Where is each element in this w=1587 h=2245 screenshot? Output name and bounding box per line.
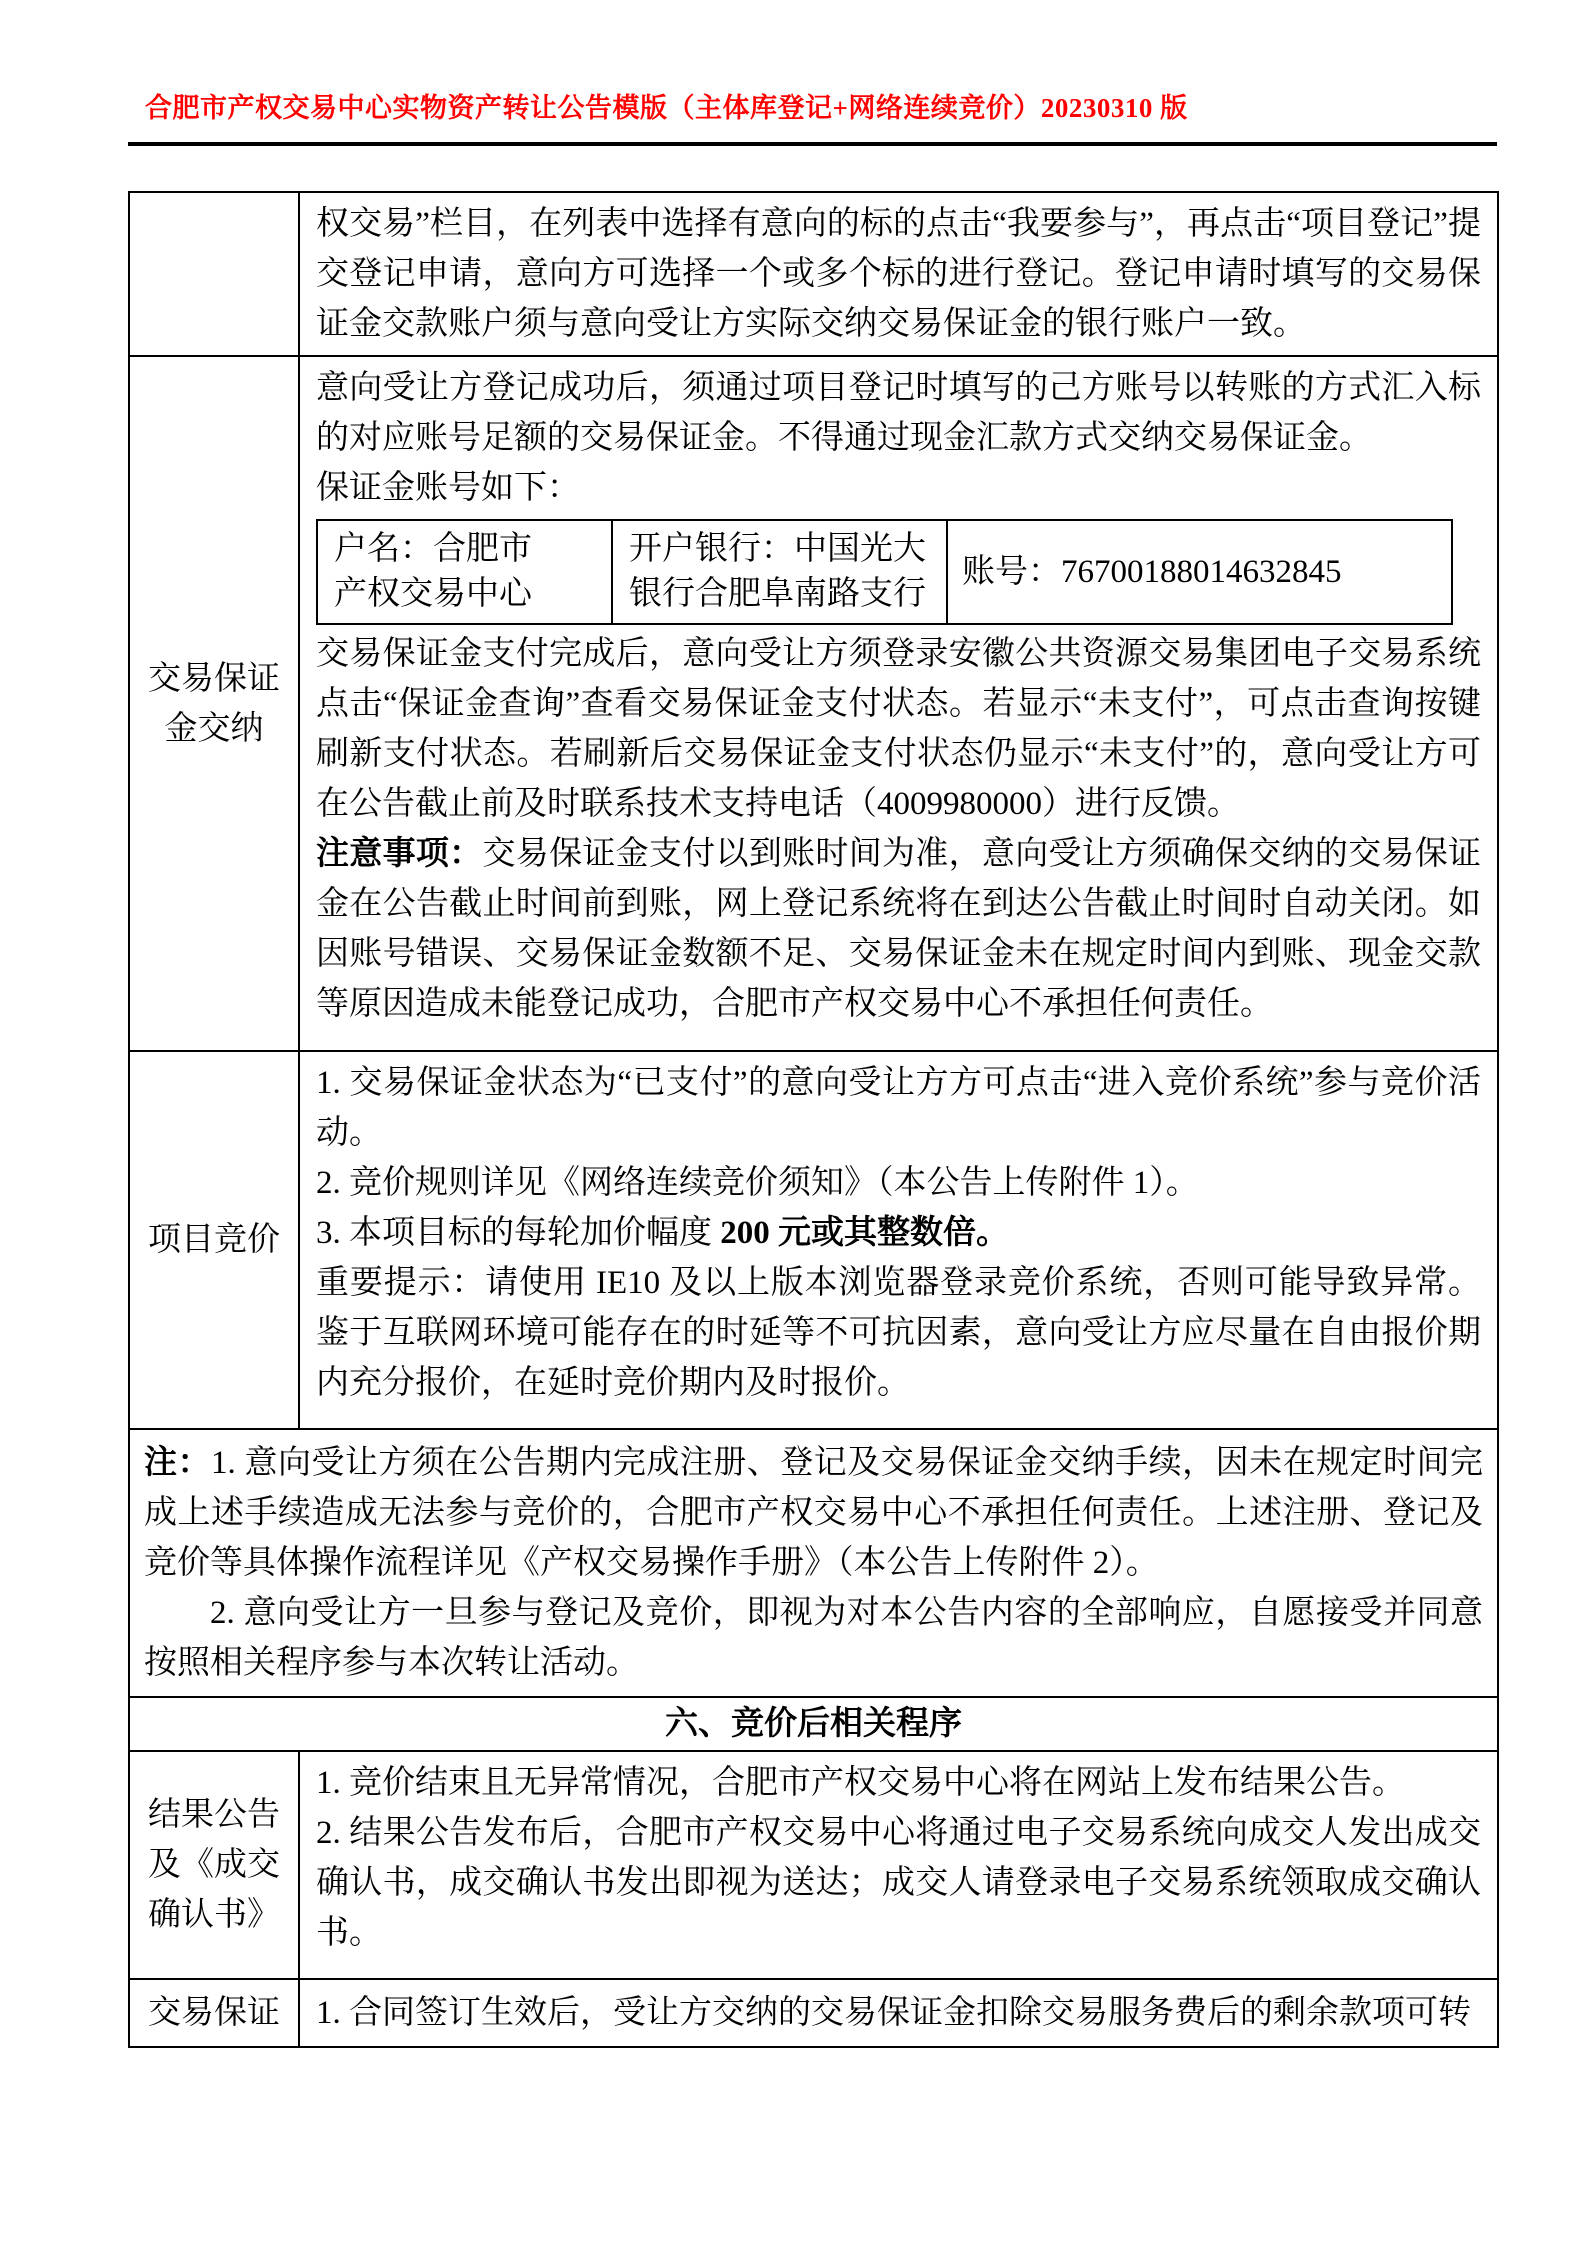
bidding-content-cell: [299, 1051, 1498, 1429]
header-rule: [128, 142, 1497, 146]
section-header-row: [129, 1697, 1498, 1751]
bidding-item-1: 1. 交易保证金状态为“已支付”的意向受让方方可点击“进入竞价系统”参与竞价活动。: [316, 1065, 1481, 1151]
continuation-content-cell: [299, 192, 1498, 356]
result-paragraph-2: 2. 结果公告发布后，合肥市产权交易中心将通过电子交易系统向成交人发出成交确认书，成交确认书发出即视为送达；成交人请登录电子交易系统领取成交确认书。: [316, 1815, 1481, 1951]
account-name-cell: 户名：合肥市产权交易中心: [317, 520, 612, 624]
note-cell: [129, 1429, 1498, 1697]
account-table-row: [317, 520, 1452, 624]
deposit-notice-text: 交易保证金支付以到账时间为准，意向受让方须确保交纳的交易保证金在公告截止时间前到账，网上登记系统将在到达公告截止时间时自动关闭。如因账号错误、交易保证金数额不足、交易保证金未在规定时间内到账、现金交款等原因造成未能登记成功，合肥市产权交易中心不承担任何责任。: [316, 836, 1482, 1022]
last-row-label: 交易保证: [129, 1979, 299, 2047]
deposit-paragraph-3: 交易保证金支付完成后，意向受让方须登录安徽公共资源交易集团电子交易系统点击“保证金查询”查看交易保证金支付状态。若显示“未支付”，可点击查询按键刷新支付状态。若刷新后交易保证金支付状态仍显示“未支付”的，意向受让方可在公告截止前及时联系技术支持电话（4009980000）进行反馈。: [316, 636, 1481, 822]
result-content-cell: [299, 1751, 1498, 1979]
continuation-label-cell: [129, 192, 299, 356]
bidding-item-3-prefix: 3. 本项目标的每轮加价幅度: [316, 1215, 721, 1251]
last-row: [129, 1979, 1498, 2047]
deposit-row: [129, 356, 1498, 1051]
last-paragraph-1: 1. 合同签订生效后，受让方交纳的交易保证金扣除交易服务费后的剩余款项可转: [316, 1995, 1471, 2031]
deposit-row-label: 交易保证金交纳: [129, 356, 299, 1051]
note-paragraph-1: [144, 1438, 1483, 1588]
result-row-label: 结果公告及《成交确认书》: [129, 1751, 299, 1979]
bidding-item-2: 2. 竞价规则详见《网络连续竞价须知》（本公告上传附件 1）。: [316, 1165, 1199, 1201]
deposit-notice-label: 注意事项：: [316, 836, 483, 872]
result-paragraph-1: 1. 竞价结束且无异常情况，合肥市产权交易中心将在网站上发布结果公告。: [316, 1765, 1405, 1801]
last-content-cell: [299, 1979, 1498, 2047]
note-row: [129, 1429, 1498, 1697]
deposit-account-table: [316, 519, 1453, 625]
bidding-item-3-bold: 200 元或其整数倍。: [720, 1215, 1009, 1251]
bidding-row: [129, 1051, 1498, 1429]
note-label: 注：: [144, 1445, 211, 1481]
continuation-row: [129, 192, 1498, 356]
deposit-paragraph-2: 保证金账号如下：: [316, 470, 580, 506]
account-number-cell: 账号：76700188014632845: [947, 520, 1452, 624]
bidding-item-3: [316, 1208, 1481, 1258]
bidding-item-4: 重要提示：请使用 IE10 及以上版本浏览器登录竞价系统，否则可能导致异常。鉴于互联网环境可能存在的时延等不可抗因素，意向受让方应尽量在自由报价期内充分报价，在延时竞价期内及时报价。: [316, 1265, 1481, 1401]
note-paragraph-2: 2. 意向受让方一旦参与登记及竞价，即视为对本公告内容的全部响应，自愿接受并同意按照相关程序参与本次转让活动。: [144, 1595, 1483, 1681]
section-title: 六、竞价后相关程序: [129, 1697, 1498, 1751]
continuation-text: 权交易”栏目，在列表中选择有意向的标的点击“我要参与”，再点击“项目登记”提交登记申请，意向方可选择一个或多个标的进行登记。登记申请时填写的交易保证金交款账户须与意向受让方实际交纳交易保证金的银行账户一致。: [316, 206, 1481, 342]
result-row: [129, 1751, 1498, 1979]
bank-cell: 开户银行：中国光大银行合肥阜南路支行: [612, 520, 947, 624]
note-text-1: 1. 意向受让方须在公告期内完成注册、登记及交易保证金交纳手续，因未在规定时间完成上述手续造成无法参与竞价的，合肥市产权交易中心不承担任何责任。上述注册、登记及竞价等具体操作流程详见《产权交易操作手册》（本公告上传附件 2）。: [144, 1445, 1484, 1581]
announcement-table: [128, 191, 1499, 2048]
bidding-row-label: 项目竞价: [129, 1051, 299, 1429]
page-title: 合肥市产权交易中心实物资产转让公告模版（主体库登记+网络连续竞价）20230310 版: [145, 93, 1188, 123]
deposit-paragraph-4: [316, 829, 1481, 1029]
deposit-content-cell: [299, 356, 1498, 1051]
deposit-paragraph-1: 意向受让方登记成功后，须通过项目登记时填写的己方账号以转账的方式汇入标的对应账号足额的交易保证金。不得通过现金汇款方式交纳交易保证金。: [316, 370, 1481, 456]
